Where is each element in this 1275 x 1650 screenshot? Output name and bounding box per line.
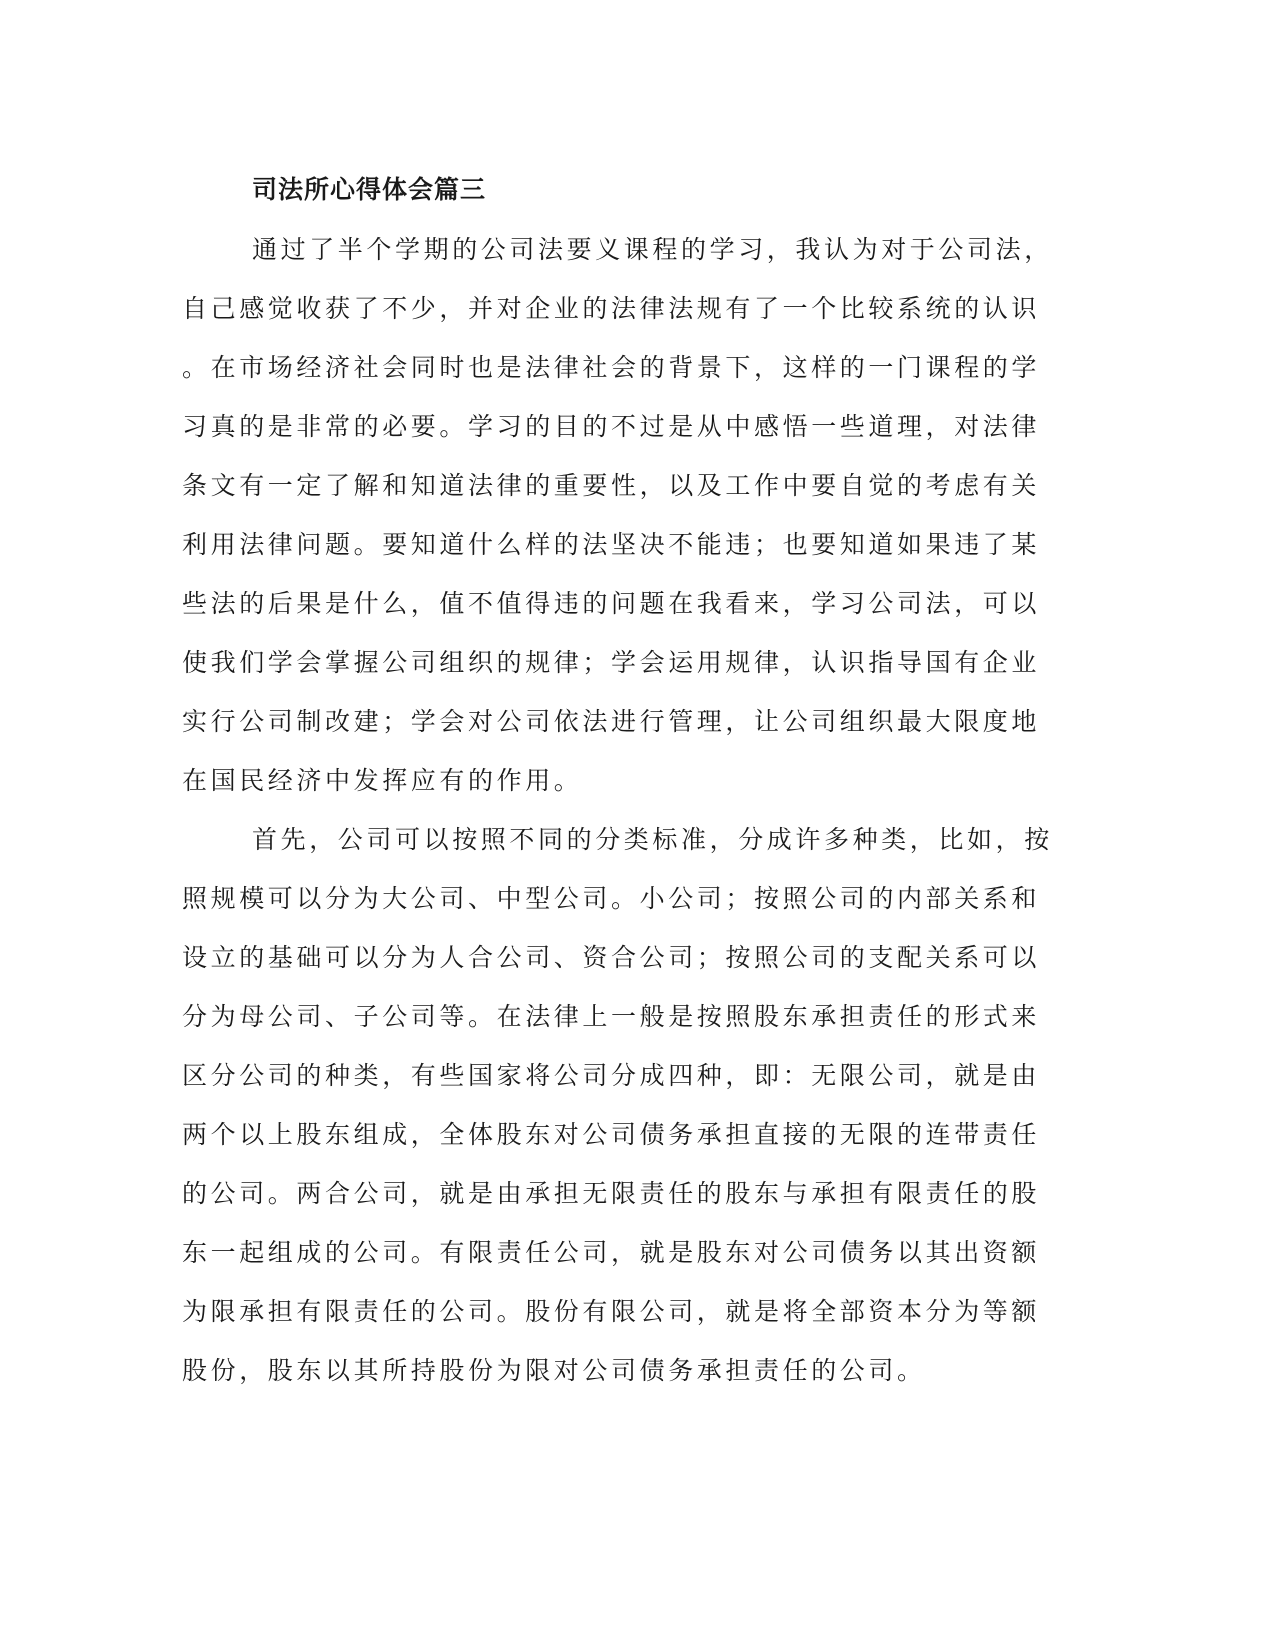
- paragraph-1: [182, 220, 1053, 810]
- paragraph-line: 分为母公司、子公司等。在法律上一般是按照股东承担责任的形式来: [182, 1002, 1041, 1031]
- paragraph-line: 在国民经济中发挥应有的作用。: [182, 766, 583, 795]
- paragraph-line: 实行公司制改建；学会对公司依法进行管理，让公司组织最大限度地: [182, 707, 1041, 736]
- paragraph-line: 习真的是非常的必要。学习的目的不过是从中感悟一些道理，对法律: [182, 412, 1041, 441]
- paragraph-line: 设立的基础可以分为人合公司、资合公司；按照公司的支配关系可以: [182, 943, 1041, 972]
- paragraph-line: 照规模可以分为大公司、中型公司。小公司；按照公司的内部关系和: [182, 884, 1041, 913]
- paragraph-line: 东一起组成的公司。有限责任公司，就是股东对公司债务以其出资额: [182, 1238, 1041, 1267]
- paragraph-line: 自己感觉收获了不少，并对企业的法律法规有了一个比较系统的认识: [182, 294, 1041, 323]
- paragraph-line: 两个以上股东组成，全体股东对公司债务承担直接的无限的连带责任: [182, 1120, 1041, 1149]
- paragraph-line: 。在市场经济社会同时也是法律社会的背景下，这样的一门课程的学: [182, 353, 1041, 382]
- paragraph-line: 些法的后果是什么，值不值得违的问题在我看来，学习公司法，可以: [182, 589, 1041, 618]
- paragraph-line: 通过了半个学期的公司法要义课程的学习，我认为对于公司法，: [252, 235, 1053, 264]
- document-body: [182, 160, 1053, 1400]
- paragraph-2: [182, 810, 1053, 1400]
- paragraph-line: 为限承担有限责任的公司。股份有限公司，就是将全部资本分为等额: [182, 1297, 1041, 1326]
- paragraph-line: 使我们学会掌握公司组织的规律；学会运用规律，认识指导国有企业: [182, 648, 1041, 677]
- paragraph-line: 股份，股东以其所持股份为限对公司债务承担责任的公司。: [182, 1356, 926, 1385]
- paragraph-line: 首先，公司可以按照不同的分类标准，分成许多种类，比如，按: [252, 825, 1053, 854]
- paragraph-line: 利用法律问题。要知道什么样的法坚决不能违；也要知道如果违了某: [182, 530, 1041, 559]
- paragraph-line: 的公司。两合公司，就是由承担无限责任的股东与承担有限责任的股: [182, 1179, 1041, 1208]
- document-title: 司法所心得体会篇三: [252, 175, 487, 204]
- paragraph-line: 条文有一定了解和知道法律的重要性，以及工作中要自觉的考虑有关: [182, 471, 1041, 500]
- paragraph-line: 区分公司的种类，有些国家将公司分成四种，即：无限公司，就是由: [182, 1061, 1041, 1090]
